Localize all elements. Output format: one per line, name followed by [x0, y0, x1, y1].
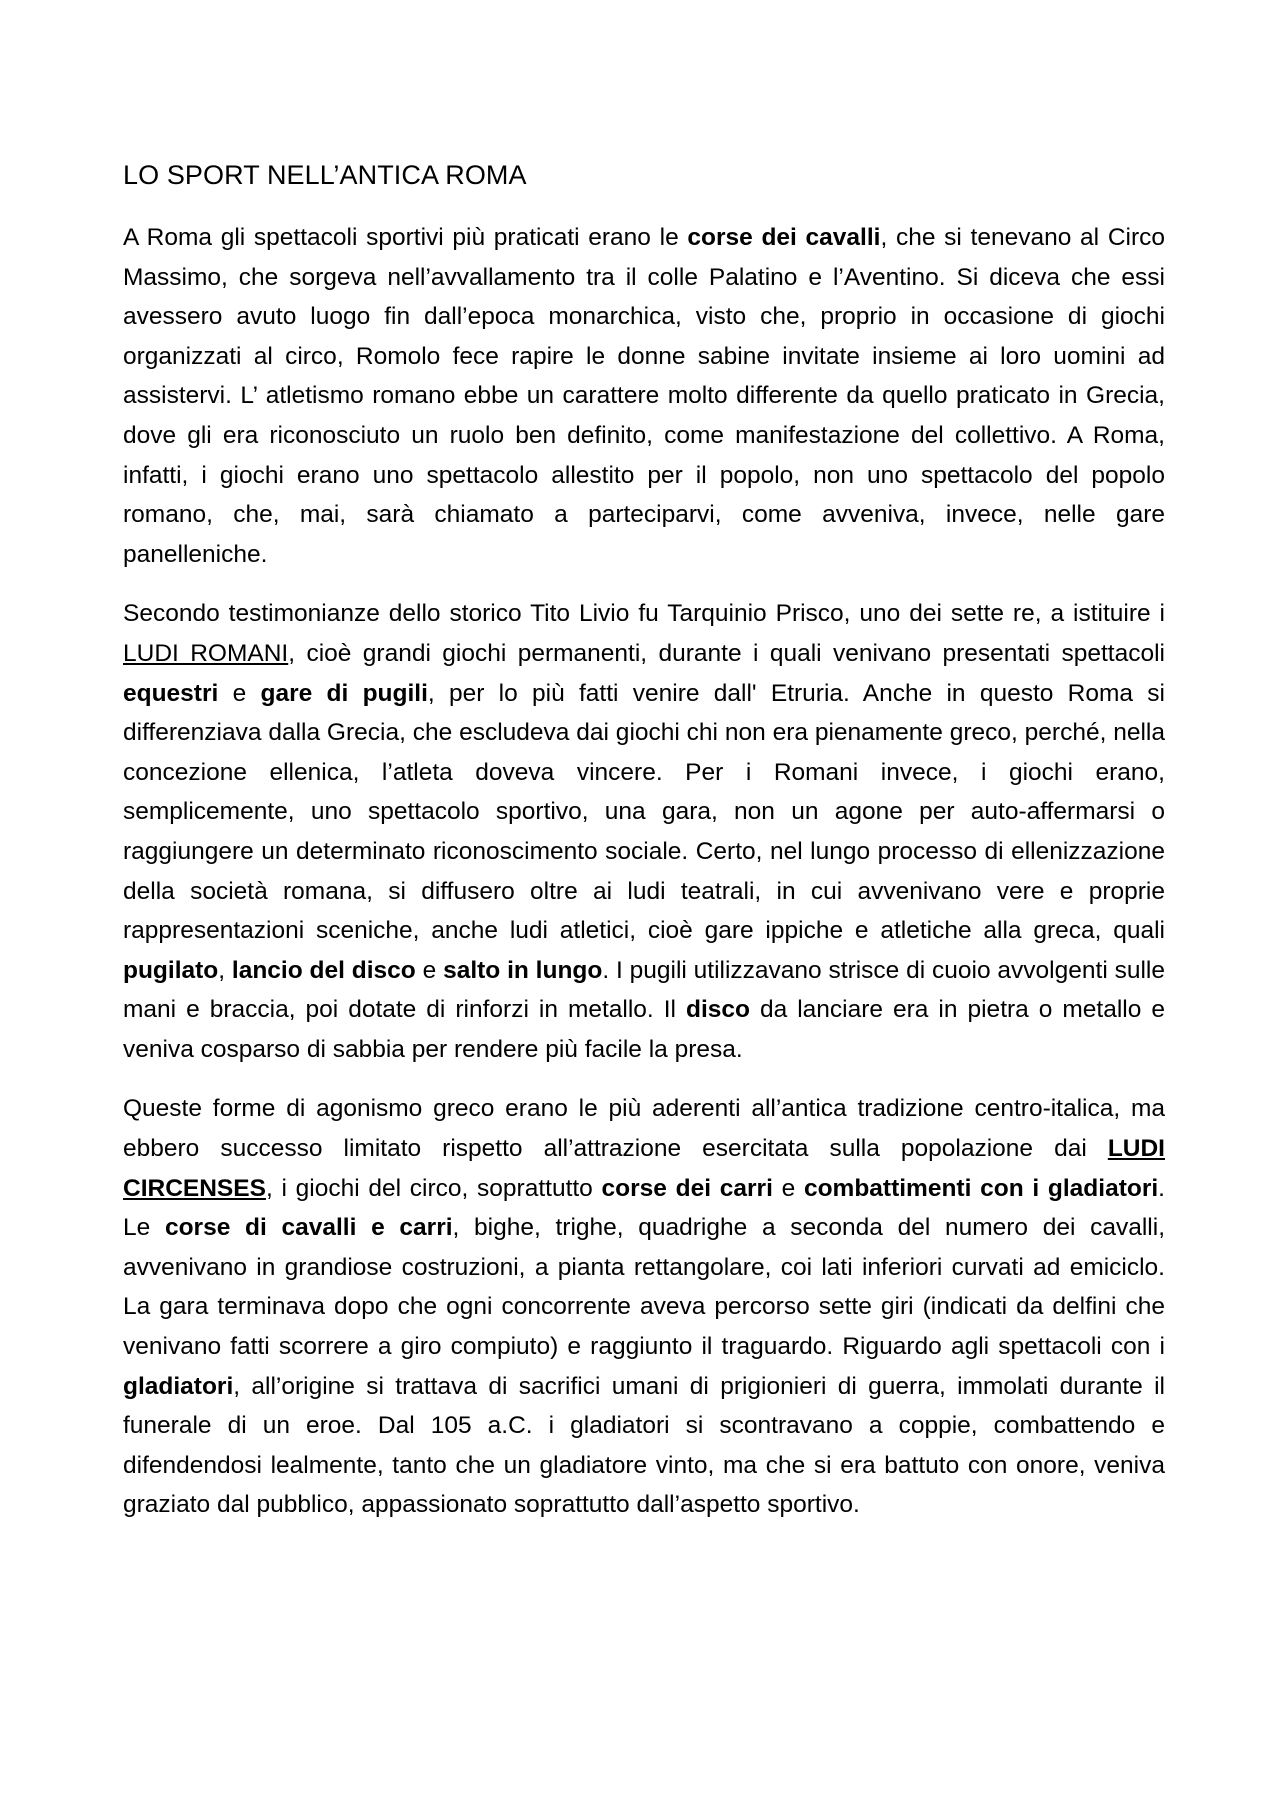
document-title: LO SPORT NELL’ANTICA ROMA: [123, 160, 527, 190]
bold-run: corse di cavalli e carri: [164, 1214, 453, 1242]
text-run: . Le: [123, 1174, 1165, 1242]
text-run: , cioè grandi giochi permanenti, durante i quali venivano presentati spettacoli: [288, 639, 1165, 667]
text-run: A Roma gli spettacoli sportivi più praticati erano le: [123, 224, 688, 251]
text-run: , per lo più fatti venire dall' Etruria. Anche in questo Roma si differenziava dalla Grecia, che escludeva dai giochi chi non era pienamente greco, perché, nella concezione ellenica, l’atleta doveva vincere. Per i Romani invece, i giochi erano, semplicemente, uno spettacolo sportivo, una gara, non un agone per auto-affermarsi o raggiungere un determinato riconoscimento sociale. Certo, nel lungo processo di ellenizzazione della società romana, si diffusero oltre ai ludi teatrali, in cui avvenivano vere e proprie rappresentazioni sceniche, anche ludi atletici, cioè gare ippiche e atletiche alla greca, quali: [123, 679, 1165, 945]
text-run: Secondo testimonianze dello storico Tito Livio fu Tarquinio Prisco, uno dei sette re, a istituire i: [123, 600, 1165, 628]
text-run: , i giochi del circo, soprattutto: [265, 1174, 602, 1202]
text-run: e: [772, 1174, 804, 1202]
paragraph-2: [123, 594, 1165, 1069]
underlined-run: LUDI ROMANI: [123, 639, 289, 667]
text-run: ,: [218, 956, 232, 984]
text-run: da lanciare era in pietra o metallo e veniva cosparso di sabbia per rendere più facile la presa.: [123, 996, 1165, 1063]
bold-run: salto in lungo: [443, 956, 603, 984]
text-run: , bighe, trighe, quadrighe a seconda del numero dei cavalli, avvenivano in grandiose costruzioni, a pianta rettangolare, coi lati inferiori curvati ad emiciclo. La gara terminava dopo che ogni concorrente aveva percorso sette giri (indicati da delfini che venivano fatti scorrere a giro compiuto) e raggiunto il traguardo. Riguardo agli spettacoli con i: [123, 1214, 1166, 1361]
text-run: . I pugili utilizzavano strisce di cuoio avvolgenti sulle mani e braccia, poi dotate di rinforzi in metallo. Il: [123, 956, 1165, 1024]
text-run: Queste forme di agonismo greco erano le più aderenti all’antica tradizione centro-italica, ma ebbero successo limitato rispetto all’attrazione esercitata sulla popolazione dai: [123, 1095, 1165, 1163]
text-run: e: [415, 956, 444, 984]
bold-run: lancio del disco: [231, 956, 416, 984]
bold-underlined-run: LUDI CIRCENSES: [123, 1135, 1165, 1202]
bold-run: gladiatori: [123, 1372, 234, 1400]
bold-run: corse dei carri: [601, 1174, 773, 1202]
bold-run: corse dei cavalli: [687, 224, 881, 251]
bold-run: equestri: [123, 679, 219, 707]
paragraph-1: [123, 218, 1165, 574]
text-run: e: [218, 679, 261, 707]
text-run: , che si tenevano al Circo Massimo, che sorgeva nell’avvallamento tra il colle Palatino e l’Aventino. Si diceva che essi avessero avuto luogo fin dall’epoca monarchica, visto che, proprio in occasione di giochi organizzati al circo, Romolo fece rapire le donne sabine invitate insieme ai loro uomini ad assistervi. L’ atletismo romano ebbe un carattere molto differente da quello praticato in Grecia, dove gli era riconosciuto un ruolo ben definito, come manifestazione del collettivo. A Roma, infatti, i giochi erano uno spettacolo allestito per il popolo, non uno spettacolo del popolo romano, che, mai, sarà chiamato a parteciparvi, come avveniva, invece, nelle gare panelleniche.: [123, 224, 1165, 568]
bold-run: pugilato: [123, 956, 219, 984]
document-page: [123, 155, 1165, 1545]
bold-run: disco: [685, 996, 750, 1024]
paragraph-3: [123, 1089, 1165, 1525]
bold-run: gare di pugili: [260, 679, 428, 707]
text-run: , all’origine si trattava di sacrifici umani di prigionieri di guerra, immolati durante il funerale di un eroe. Dal 105 a.C. i gladiatori si scontravano a coppie, combattendo e difendendosi lealmente, tanto che un gladiatore vinto, ma che si era battuto con onore, veniva graziato dal pubblico, appassionato soprattutto dall’aspetto sportivo.: [123, 1372, 1165, 1519]
bold-run: combattimenti con i gladiatori: [803, 1174, 1159, 1202]
